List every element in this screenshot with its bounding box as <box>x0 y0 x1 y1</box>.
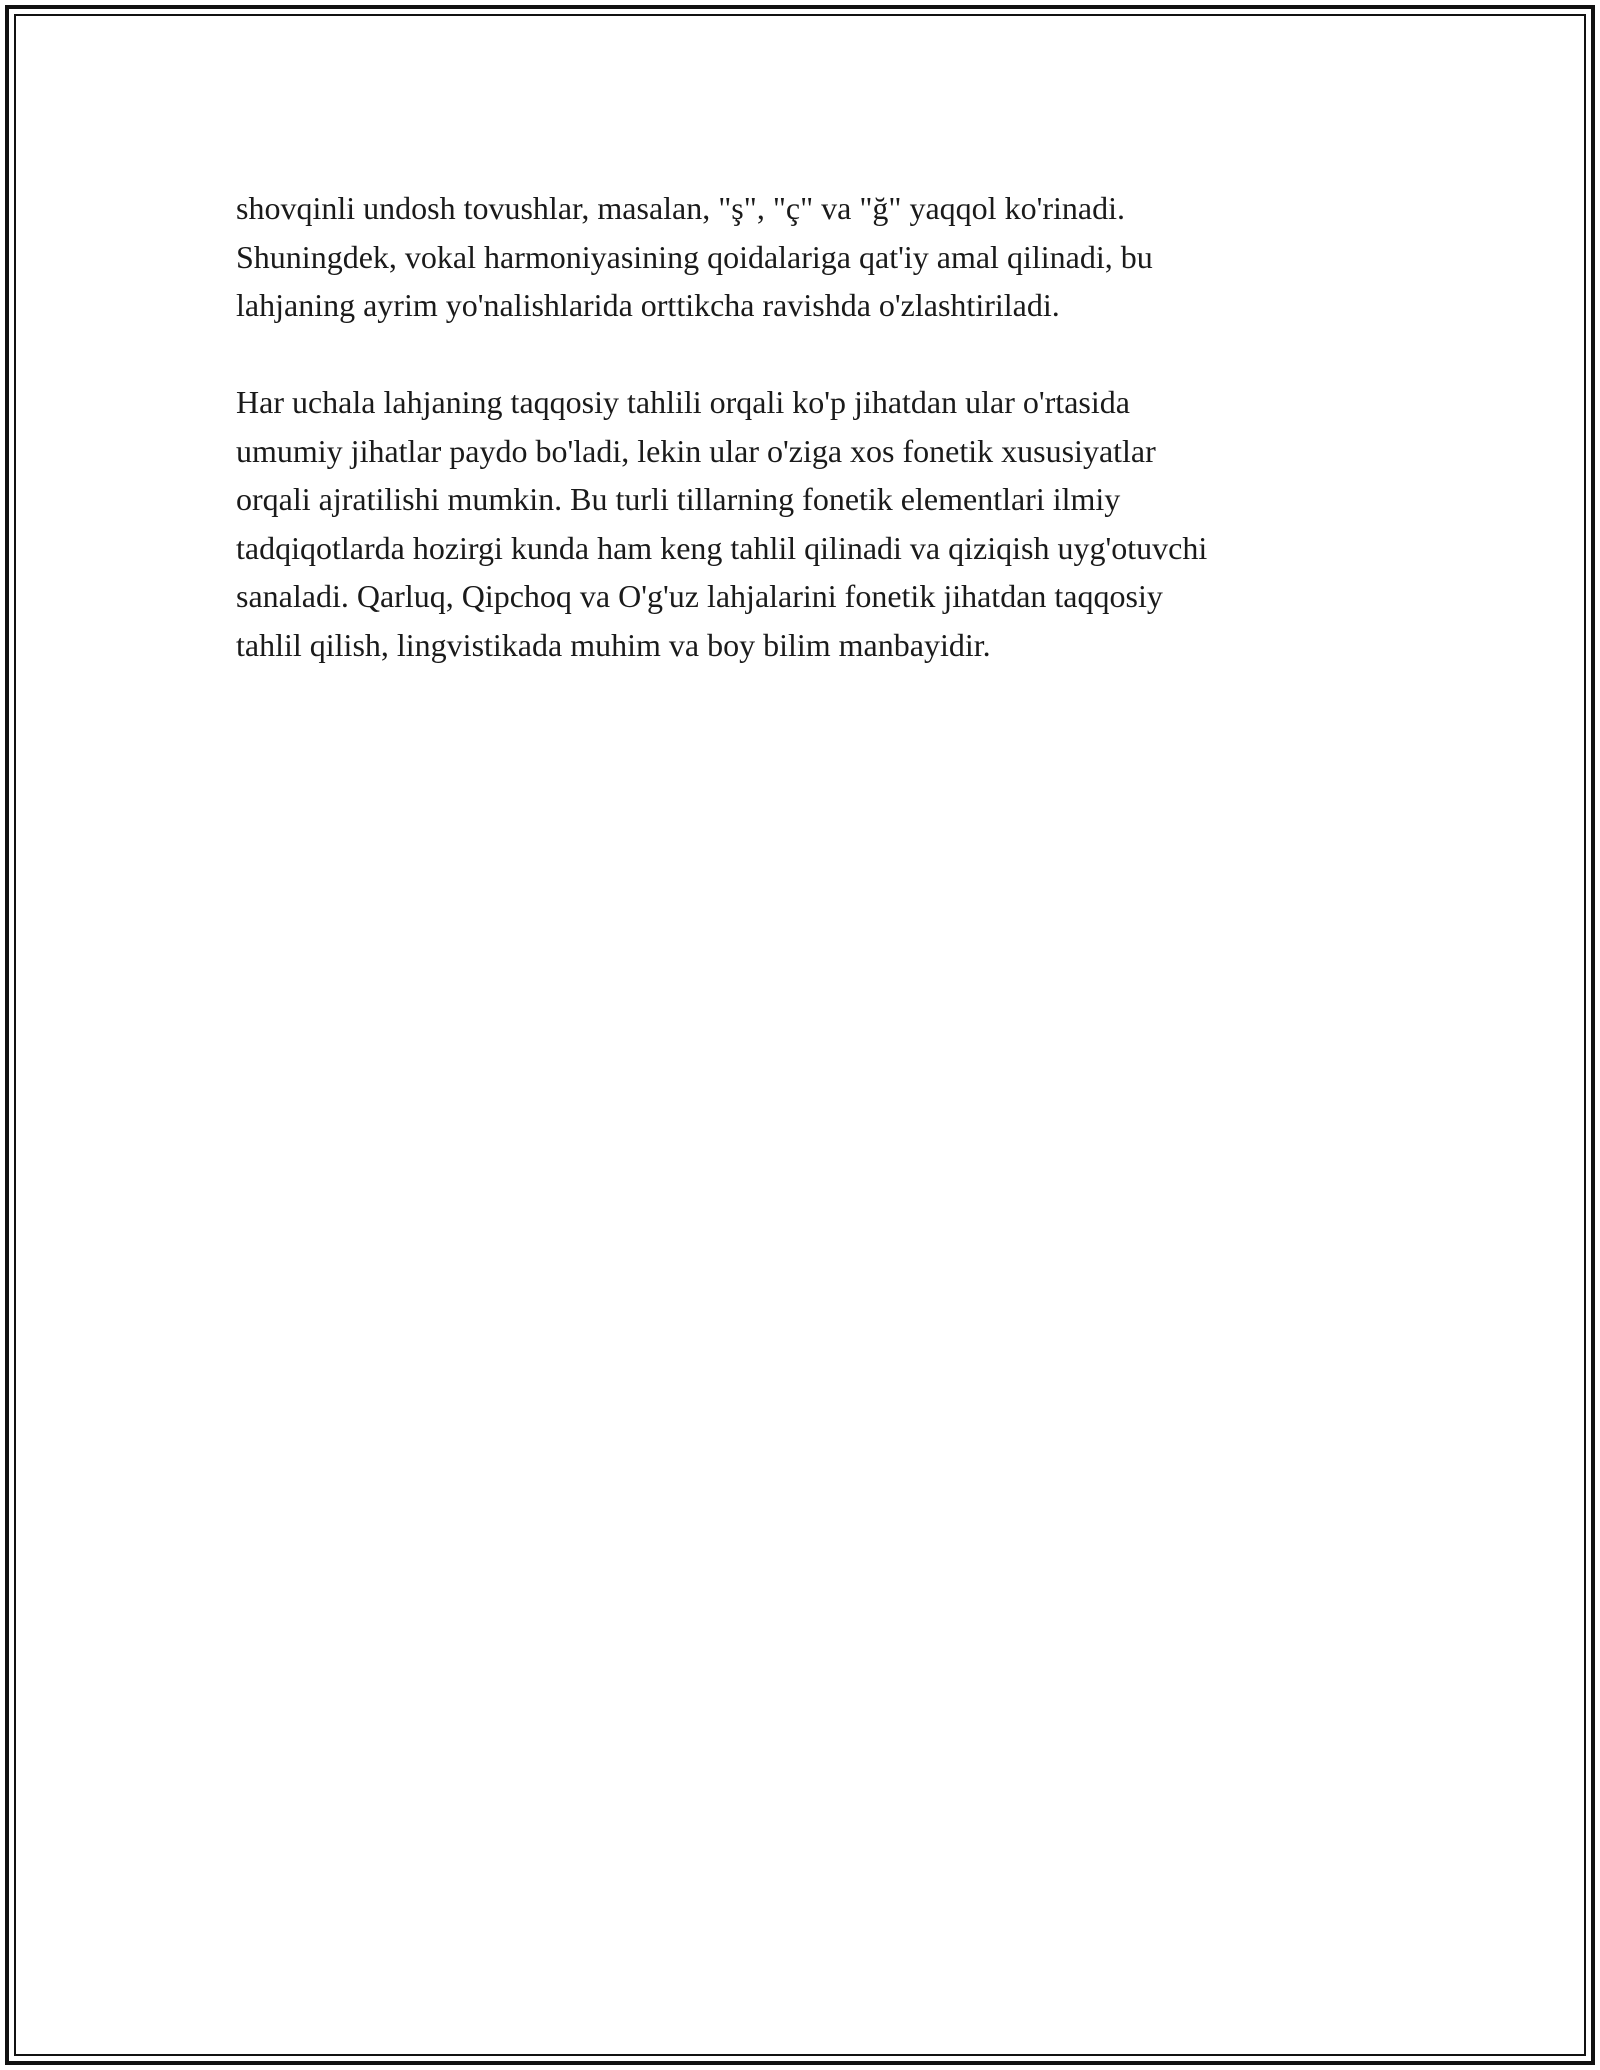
text-line: shovqinli undosh tovushlar, masalan, "ş", "ç" va "ğ" yaqqol ko'rinadi. <box>236 190 1125 226</box>
text-line: sanaladi. Qarluq, Qipchoq va O'g'uz lahjalarini fonetik jihatdan taqqosiy <box>236 578 1163 614</box>
text-line: orqali ajratilishi mumkin. Bu turli tillarning fonetik elementlari ilmiy <box>236 481 1121 517</box>
paragraph-1 <box>236 184 1366 330</box>
paragraph-2 <box>236 378 1366 669</box>
document-body <box>236 184 1366 669</box>
text-line: Har uchala lahjaning taqqosiy tahlili orqali ko'p jihatdan ular o'rtasida <box>236 384 1130 420</box>
text-line: lahjaning ayrim yo'nalishlarida orttikcha ravishda o'zlashtiriladi. <box>236 287 1060 323</box>
text-line: umumiy jihatlar paydo bo'ladi, lekin ular o'ziga xos fonetik xususiyatlar <box>236 432 1156 469</box>
text-line: Shuningdek, vokal harmoniyasining qoidalariga qat'iy amal qilinadi, bu <box>236 238 1153 275</box>
text-line: tadqiqotlarda hozirgi kunda ham keng tahlil qilinadi va qiziqish uyg'otuvchi <box>236 529 1208 566</box>
text-line: tahlil qilish, lingvistikada muhim va boy bilim manbayidir. <box>236 626 991 663</box>
paragraph-spacer <box>236 330 1366 379</box>
